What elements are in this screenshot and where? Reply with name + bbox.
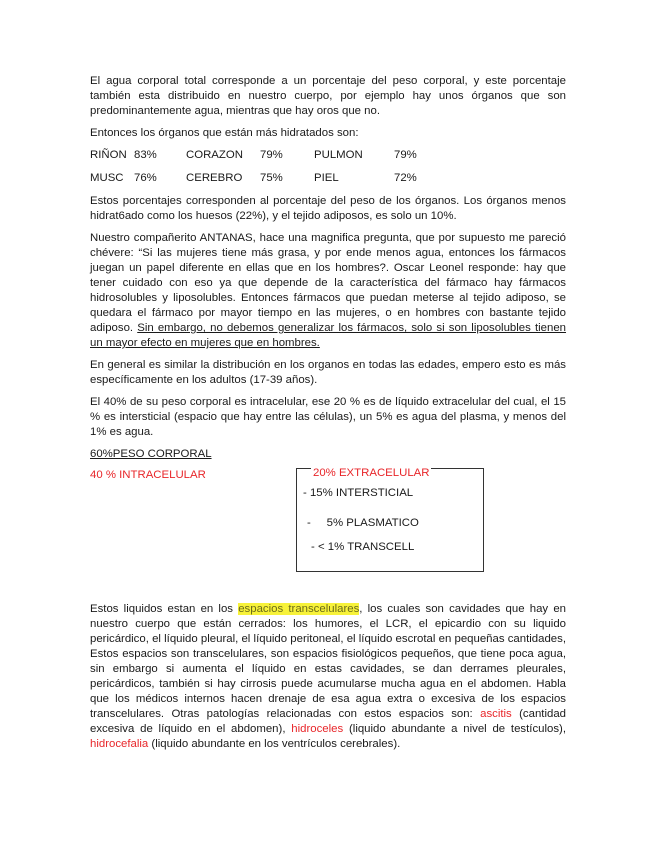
organ-percent: 83% [134,149,157,161]
water-heading: 60%PESO CORPORAL [90,448,212,460]
paragraph-distribution: En general es similar la distribución en los organos en todas las edades, empero esto es más específicamente en los adultos (17-39 años). [90,359,566,386]
text-segment: (liquido abundante a nivel de testículos), [343,723,566,735]
highlighted-term: espacios transcelulares [238,603,360,615]
paragraph-question [90,231,566,351]
paragraph-transcellular [90,602,566,752]
paragraph-percentages: Estos porcentajes corresponden al porcentaje del peso de los órganos. Los órganos menos hidrat6ado como los huesos (22%), y el tejido adiposos, es solo un 10%. [90,195,566,222]
water-compartments-diagram [90,464,566,584]
organ-name: RIÑON [90,149,127,161]
extracellular-box [296,468,484,572]
organs-row-2 [90,171,566,186]
term-ascitis: ascitis [480,708,512,720]
organ-name: CORAZON [186,149,243,161]
plasmatic-label: - 5% PLASMATICO [307,517,419,529]
text-segment: (cantidad excesiva de líquido en el abdomen), [90,708,566,735]
organ-percent: 79% [260,149,283,161]
extracellular-label: 20% EXTRACELULAR [313,467,430,479]
transcell-label: - < 1% TRANSCELL [311,541,415,553]
paragraph-compartments: El 40% de su peso corporal es intracelular, ese 20 % es de líquido extracelular del cual, el 15 % es intersticial (espacio que hay entre las células), un 5% es agua del plasma, y menos del 1% es agua. [90,396,566,438]
underlined-conclusion: Sin embargo, no debemos generalizar los fármacos, solo si son liposolubles tienen un mayor efecto en mujeres que en hombres. [90,322,567,349]
organ-percent: 75% [260,172,283,184]
organs-row-1 [90,148,566,163]
organ-name: MUSC [90,172,124,184]
text-segment: (liquido abundante en los ventrículos cerebrales). [148,738,401,750]
question-text: Nuestro compañerito ANTANAS, hace una magnifica pregunta, que por supuesto me pareció chévere: “Si las mujeres tiene más grasa, y por ende menos agua, entonces los fármacos juegan un papel diferente en ellas que en los hombres?. Oscar Leonel responde: hay que tener cuidado con eso ya que depende de la característica del fármaco hay fármacos hidrosolubles y liposolubles. Entonces fármacos que puedan meterse al tejido adiposo, se quedara el fármaco por mayor tiempo en las mujeres, o en hombres con bastante tejido adiposo. [90,232,566,334]
paragraph-hydrated-organs: Entonces los órganos que están más hidratados son: [90,127,359,139]
intracellular-label: 40 % INTRACELULAR [90,469,206,481]
organ-name: CEREBRO [186,172,243,184]
term-hidrocefalia: hidrocefalia [90,738,149,750]
organ-percent: 76% [134,172,157,184]
text-segment: Estos liquidos estan en los [90,603,239,615]
term-hidroceles: hidroceles [291,723,344,735]
organ-name: PULMON [314,149,363,161]
interstitial-label: - 15% INTERSTICIAL [303,487,414,499]
document-page [90,74,566,759]
organ-percent: 79% [394,149,417,161]
text-segment: , los cuales son cavidades que hay en nuestro cuerpo que están cerrados: los humores, el LCR, el epicardio con su liquido pericárdico, el líquido pleural, el líquido peritoneal, el líquido escrotal en pequeñas cantidades, Estos espacios son transcelulares, son espacios fisiológicos pequeños, que tiene poca agua, sin embargo si aumenta el líquido en estas cavidades, se dan derrames pleurales, pericárdicos, también si hay cirrosis puede acumularse mucha agua en el abdomen. Habla que los médicos internos hacen drenaje de esa agua extra o excesiva de los espacios transcelulares. Otras patologías relacionadas con estos espacios son: [90,603,566,720]
organ-name: PIEL [314,172,339,184]
organ-percent: 72% [394,172,417,184]
paragraph-intro: El agua corporal total corresponde a un porcentaje del peso corporal, y este porcentaje también esta distribuido en nuestro cuerpo, por ejemplo hay unos órganos que son predominantemente agua, mientras que hay oros que no. [90,75,566,117]
